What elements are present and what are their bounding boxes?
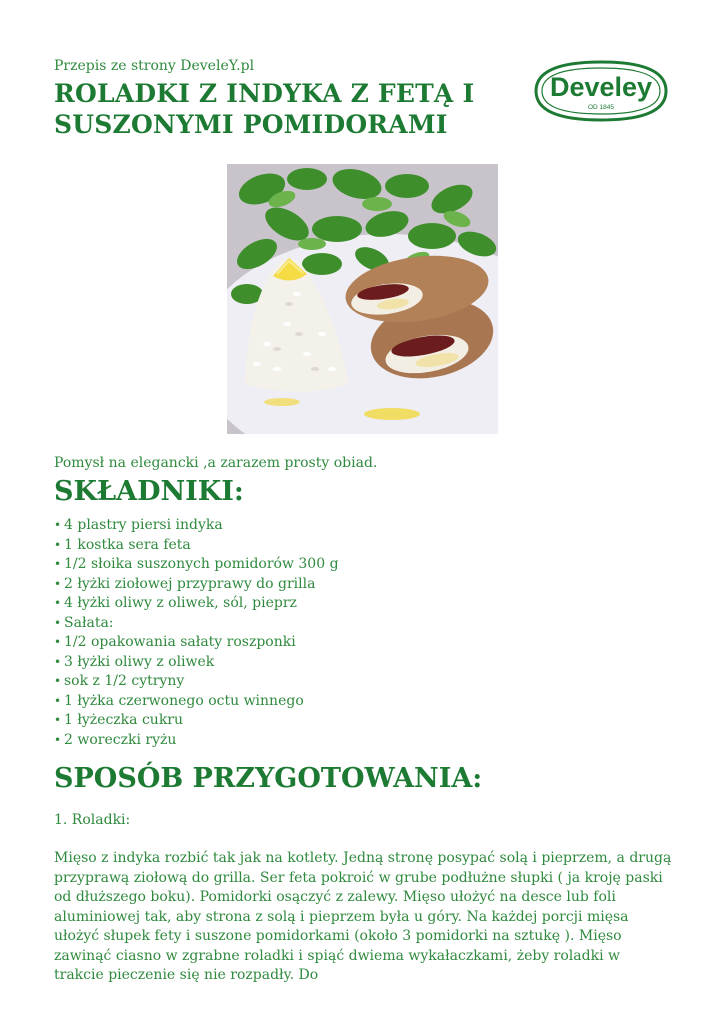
recipe-intro: Pomysł na elegancki ,a zarazem prosty obiad. <box>54 455 378 471</box>
recipe-title: ROLADKI Z INDYKA Z FETĄ I SUSZONYMI POMIDORAMI <box>54 79 475 139</box>
list-item: • 2 łyżki ziołowej przyprawy do grilla <box>54 575 339 595</box>
logo-brand: Develey <box>549 72 653 102</box>
bullet: • <box>54 635 62 649</box>
list-item: • 1/2 słoika suszonych pomidorów 300 g <box>54 555 339 575</box>
preparation-text: Mięso z indyka rozbić tak jak na kotlety. Jedną stronę posypać solą i pieprzem, a drugą przyprawą ziołową do grilla. Ser feta pokroić w grube podłużne słupki ( ja kroję paski od dłuższego boku). Pomidorki osączyć z zalewy. Mięso ułożyć na desce lub foli aluminiowej tak, aby strona z solą i pieprzem była u góry. Na każdej porcji mięsa ułożyć słupek fety i suszone pomidorkami (około 3 pomidorki na sztukę ). Mięso zawinąć ciasno w zgrabne roladki i spiąć dwiema wykałaczkami, żeby roladki w trakcie pieczenie się nie rozpadły. Do <box>54 850 672 983</box>
list-item: • 1 kostka sera feta <box>54 536 339 556</box>
list-item: • sok z 1/2 cytryny <box>54 672 339 692</box>
list-item: • 1/2 opakowania sałaty roszponki <box>54 633 339 653</box>
logo-since: OD 1845 <box>587 104 615 111</box>
bullet: • <box>54 576 62 591</box>
ingredients-heading: SKŁADNIKI: <box>54 476 244 507</box>
bullet: • <box>54 537 62 552</box>
bullet: • <box>54 693 62 708</box>
bullet: • <box>54 654 62 669</box>
develey-logo <box>530 58 672 124</box>
bullet: • <box>54 615 62 630</box>
list-item: • 1 łyżka czerwonego octu winnego <box>54 692 339 712</box>
list-item: • 3 łyżki oliwy z oliwek <box>54 653 339 673</box>
ingredients-list <box>54 516 339 750</box>
bullet: • <box>54 713 62 727</box>
dish-photo <box>227 164 498 434</box>
bullet: • <box>54 557 62 571</box>
preparation-heading: SPOSÓB PRZYGOTOWANIA: <box>54 763 483 794</box>
bullet: • <box>54 596 62 610</box>
list-item: • Sałata: <box>54 614 339 634</box>
list-item: • 2 woreczki ryżu <box>54 731 339 751</box>
step-label: 1. Roladki: <box>54 812 131 828</box>
list-item: • 1 łyżeczka cukru <box>54 711 339 731</box>
bullet: • <box>54 518 62 532</box>
recipe-source: Przepis ze strony DeveleY.pl <box>54 58 255 74</box>
list-item: • 4 plastry piersi indyka <box>54 516 339 536</box>
list-item: • 4 łyżki oliwy z oliwek, sól, pieprz <box>54 594 339 614</box>
bullet: • <box>54 732 62 747</box>
bullet: • <box>54 674 62 688</box>
